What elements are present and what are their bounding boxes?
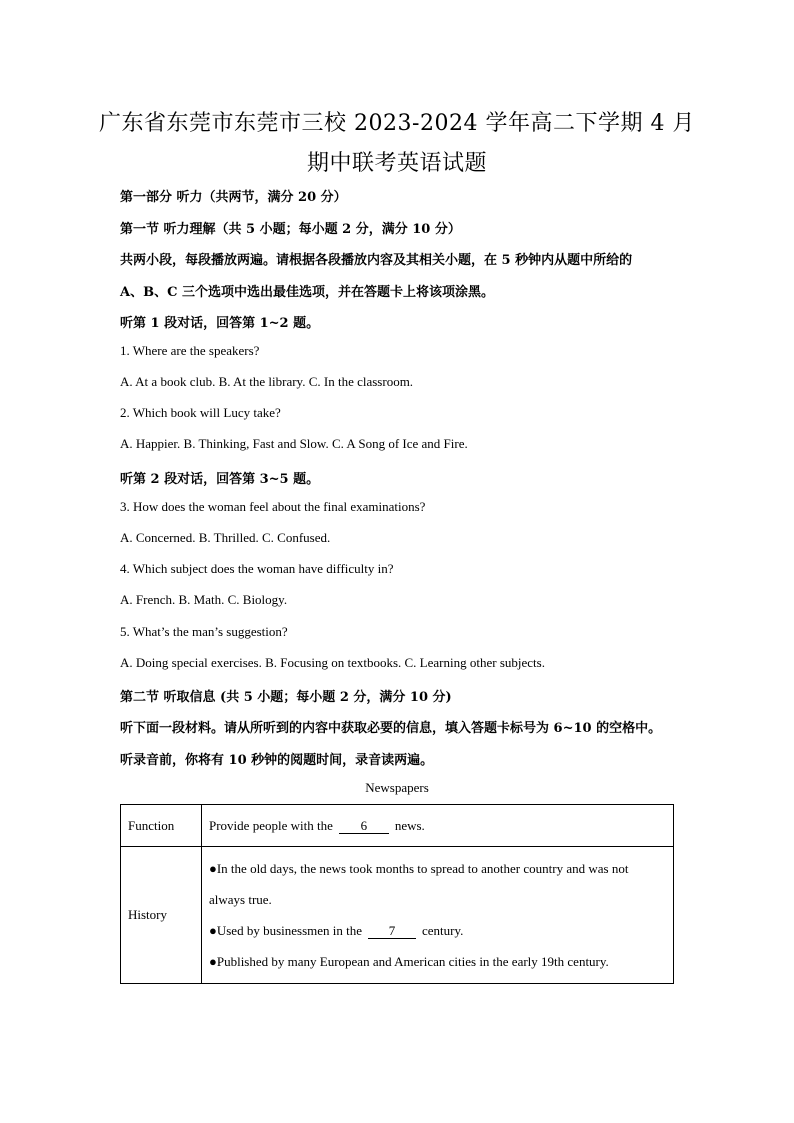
history-label: History bbox=[121, 847, 202, 984]
table-caption: Newspapers bbox=[365, 780, 429, 795]
part-1-heading: 第一部分 听力（共两节，满分 20 分） bbox=[120, 190, 347, 205]
question-4: 4. Which subject does the woman have difficulty in? bbox=[120, 561, 394, 576]
function-text-before-blank: Provide people with the bbox=[209, 817, 333, 833]
section-2-instructions-1: 听下面一段材料。请从所听到的内容中获取必要的信息，填入答题卡标号为 6~10 的空格中。 bbox=[120, 721, 662, 736]
question-5: 5. What’s the man’s suggestion? bbox=[120, 624, 288, 639]
table-row-function bbox=[121, 805, 674, 847]
table-row-history bbox=[121, 847, 674, 984]
history-item-2-text-before-blank: ●Used by businessmen in the bbox=[209, 923, 363, 938]
function-content bbox=[202, 805, 674, 847]
question-2-options: A. Happier. B. Thinking, Fast and Slow. C. A Song of Ice and Fire. bbox=[120, 436, 468, 451]
history-content bbox=[202, 847, 674, 984]
history-item-2-text-after-blank: century. bbox=[422, 923, 464, 938]
question-3: 3. How does the woman feel about the final examinations? bbox=[120, 499, 426, 514]
section-1-instructions-1: 共两小段，每段播放两遍。请根据各段播放内容及其相关小题，在 5 秒钟内从题中所给的 bbox=[120, 253, 633, 268]
question-3-options: A. Concerned. B. Thrilled. C. Confused. bbox=[120, 530, 331, 545]
section-1-heading: 第一节 听力理解（共 5 小题；每小题 2 分，满分 10 分） bbox=[120, 222, 461, 237]
section-2-heading: 第二节 听取信息 (共 5 小题；每小题 2 分，满分 10 分) bbox=[120, 690, 452, 705]
dialogue-2-heading: 听第 2 段对话，回答第 3~5 题。 bbox=[120, 472, 320, 487]
function-label: Function bbox=[121, 805, 202, 847]
question-1-options: A. At a book club. B. At the library. C. In the classroom. bbox=[120, 374, 414, 389]
history-item-1-line-1: ●In the old days, the news took months to spread to another country and was not bbox=[209, 861, 629, 876]
history-item-3: ●Published by many European and American cities in the early 19th century. bbox=[209, 954, 609, 969]
document-title-line-2: 期中联考英语试题 bbox=[306, 151, 487, 176]
section-2-instructions-2: 听录音前，你将有 10 秒钟的阅题时间，录音读两遍。 bbox=[120, 753, 434, 768]
dialogue-1-heading: 听第 1 段对话，回答第 1~2 题。 bbox=[120, 316, 320, 331]
question-5-options: A. Doing special exercises. B. Focusing on textbooks. C. Learning other subjects. bbox=[120, 655, 545, 670]
document-title-line-1: 广东省东莞市东莞市三校 2023-2024 学年高二下学期 4 月 bbox=[99, 111, 695, 136]
section-1-instructions-2: A、B、C 三个选项中选出最佳选项，并在答题卡上将该项涂黑。 bbox=[120, 285, 494, 300]
history-item-1-line-2: always true. bbox=[209, 892, 272, 907]
answer-blank-6[interactable]: 6 bbox=[339, 819, 389, 834]
answer-blank-7[interactable]: 7 bbox=[368, 924, 416, 939]
function-text-after-blank: news. bbox=[394, 817, 425, 833]
newspapers-table bbox=[120, 804, 674, 984]
question-1: 1. Where are the speakers? bbox=[120, 343, 260, 358]
question-4-options: A. French. B. Math. C. Biology. bbox=[120, 592, 288, 607]
history-item-2 bbox=[209, 915, 666, 946]
question-2: 2. Which book will Lucy take? bbox=[120, 405, 281, 420]
